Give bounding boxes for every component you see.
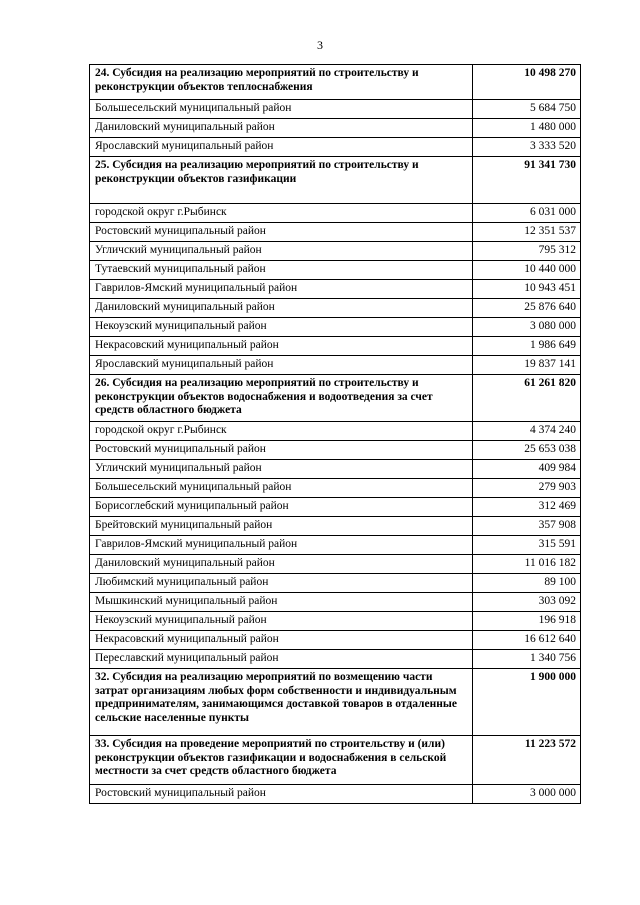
district-row <box>90 555 581 574</box>
section-total: 61 261 820 <box>473 375 581 422</box>
district-amount: 409 984 <box>473 460 581 479</box>
district-row <box>90 422 581 441</box>
district-row <box>90 517 581 536</box>
district-amount: 16 612 640 <box>473 631 581 650</box>
section-header-row <box>90 669 581 736</box>
district-amount: 312 469 <box>473 498 581 517</box>
district-amount: 89 100 <box>473 574 581 593</box>
section-title: 26. Субсидия на реализацию мероприятий по строительству и реконструкции объектов водоснабжения и водоотведения за счет средств областного бюджета <box>90 375 473 422</box>
district-amount: 795 312 <box>473 242 581 261</box>
district-row <box>90 138 581 157</box>
district-row <box>90 460 581 479</box>
district-amount: 1 480 000 <box>473 119 581 138</box>
district-amount: 315 591 <box>473 536 581 555</box>
district-row <box>90 204 581 223</box>
section-header-row <box>90 375 581 422</box>
district-row <box>90 593 581 612</box>
district-amount: 25 876 640 <box>473 299 581 318</box>
district-row <box>90 650 581 669</box>
district-amount: 5 684 750 <box>473 100 581 119</box>
district-name: Некрасовский муниципальный район <box>90 337 473 356</box>
district-amount: 11 016 182 <box>473 555 581 574</box>
district-name: Некоузский муниципальный район <box>90 612 473 631</box>
district-amount: 1 986 649 <box>473 337 581 356</box>
district-amount: 4 374 240 <box>473 422 581 441</box>
section-title: 24. Субсидия на реализацию мероприятий по строительству и реконструкции объектов теплоснабжения <box>90 65 473 100</box>
district-row <box>90 280 581 299</box>
district-name: Ростовский муниципальный район <box>90 785 473 804</box>
district-row <box>90 479 581 498</box>
district-row <box>90 574 581 593</box>
section-title: 32. Субсидия на реализацию мероприятий по возмещению части затрат организациям любых форм собственности и индивидуальным предпринимателям, занимающимся доставкой товаров в отдаленные сельские населенные пункты <box>90 669 473 736</box>
district-row <box>90 337 581 356</box>
district-name: Даниловский муниципальный район <box>90 555 473 574</box>
district-amount: 25 653 038 <box>473 441 581 460</box>
district-name: Тутаевский муниципальный район <box>90 261 473 280</box>
section-title: 25. Субсидия на реализацию мероприятий по строительству и реконструкции объектов газификации <box>90 157 473 204</box>
district-amount: 279 903 <box>473 479 581 498</box>
district-amount: 10 943 451 <box>473 280 581 299</box>
district-name: Даниловский муниципальный район <box>90 119 473 138</box>
section-header-row <box>90 157 581 204</box>
district-name: Переславский муниципальный район <box>90 650 473 669</box>
section-title: 33. Субсидия на проведение мероприятий по строительству и (или) реконструкции объектов газификации и водоснабжения в сельской местности за счет средств областного бюджета <box>90 736 473 785</box>
section-header-row <box>90 65 581 100</box>
subsidy-table <box>89 64 581 804</box>
subsidy-table-body <box>90 65 581 804</box>
district-name: Брейтовский муниципальный район <box>90 517 473 536</box>
district-name: Ростовский муниципальный район <box>90 441 473 460</box>
district-name: городской округ г.Рыбинск <box>90 204 473 223</box>
district-name: Борисоглебский муниципальный район <box>90 498 473 517</box>
district-amount: 3 080 000 <box>473 318 581 337</box>
section-total: 91 341 730 <box>473 157 581 204</box>
district-row <box>90 441 581 460</box>
district-name: Угличский муниципальный район <box>90 460 473 479</box>
district-row <box>90 299 581 318</box>
district-name: Большесельский муниципальный район <box>90 479 473 498</box>
district-name: Угличский муниципальный район <box>90 242 473 261</box>
district-amount: 303 092 <box>473 593 581 612</box>
district-name: Гаврилов-Ямский муниципальный район <box>90 536 473 555</box>
district-name: городской округ г.Рыбинск <box>90 422 473 441</box>
district-name: Некоузский муниципальный район <box>90 318 473 337</box>
district-amount: 6 031 000 <box>473 204 581 223</box>
district-name: Даниловский муниципальный район <box>90 299 473 318</box>
district-amount: 10 440 000 <box>473 261 581 280</box>
district-amount: 357 908 <box>473 517 581 536</box>
section-total: 1 900 000 <box>473 669 581 736</box>
district-amount: 196 918 <box>473 612 581 631</box>
district-name: Ярославский муниципальный район <box>90 138 473 157</box>
district-row <box>90 612 581 631</box>
district-name: Мышкинский муниципальный район <box>90 593 473 612</box>
district-row <box>90 242 581 261</box>
district-name: Некрасовский муниципальный район <box>90 631 473 650</box>
section-header-row <box>90 736 581 785</box>
section-total: 11 223 572 <box>473 736 581 785</box>
district-amount: 3 000 000 <box>473 785 581 804</box>
district-name: Ярославский муниципальный район <box>90 356 473 375</box>
district-row <box>90 631 581 650</box>
district-name: Большесельский муниципальный район <box>90 100 473 119</box>
district-row <box>90 100 581 119</box>
district-row <box>90 498 581 517</box>
district-row <box>90 785 581 804</box>
district-name: Гаврилов-Ямский муниципальный район <box>90 280 473 299</box>
district-amount: 19 837 141 <box>473 356 581 375</box>
district-row <box>90 119 581 138</box>
district-row <box>90 223 581 242</box>
section-total: 10 498 270 <box>473 65 581 100</box>
district-amount: 12 351 537 <box>473 223 581 242</box>
district-row <box>90 261 581 280</box>
district-name: Ростовский муниципальный район <box>90 223 473 242</box>
district-name: Любимский муниципальный район <box>90 574 473 593</box>
district-row <box>90 356 581 375</box>
district-row <box>90 318 581 337</box>
district-row <box>90 536 581 555</box>
district-amount: 1 340 756 <box>473 650 581 669</box>
page-number: 3 <box>317 38 323 52</box>
district-amount: 3 333 520 <box>473 138 581 157</box>
